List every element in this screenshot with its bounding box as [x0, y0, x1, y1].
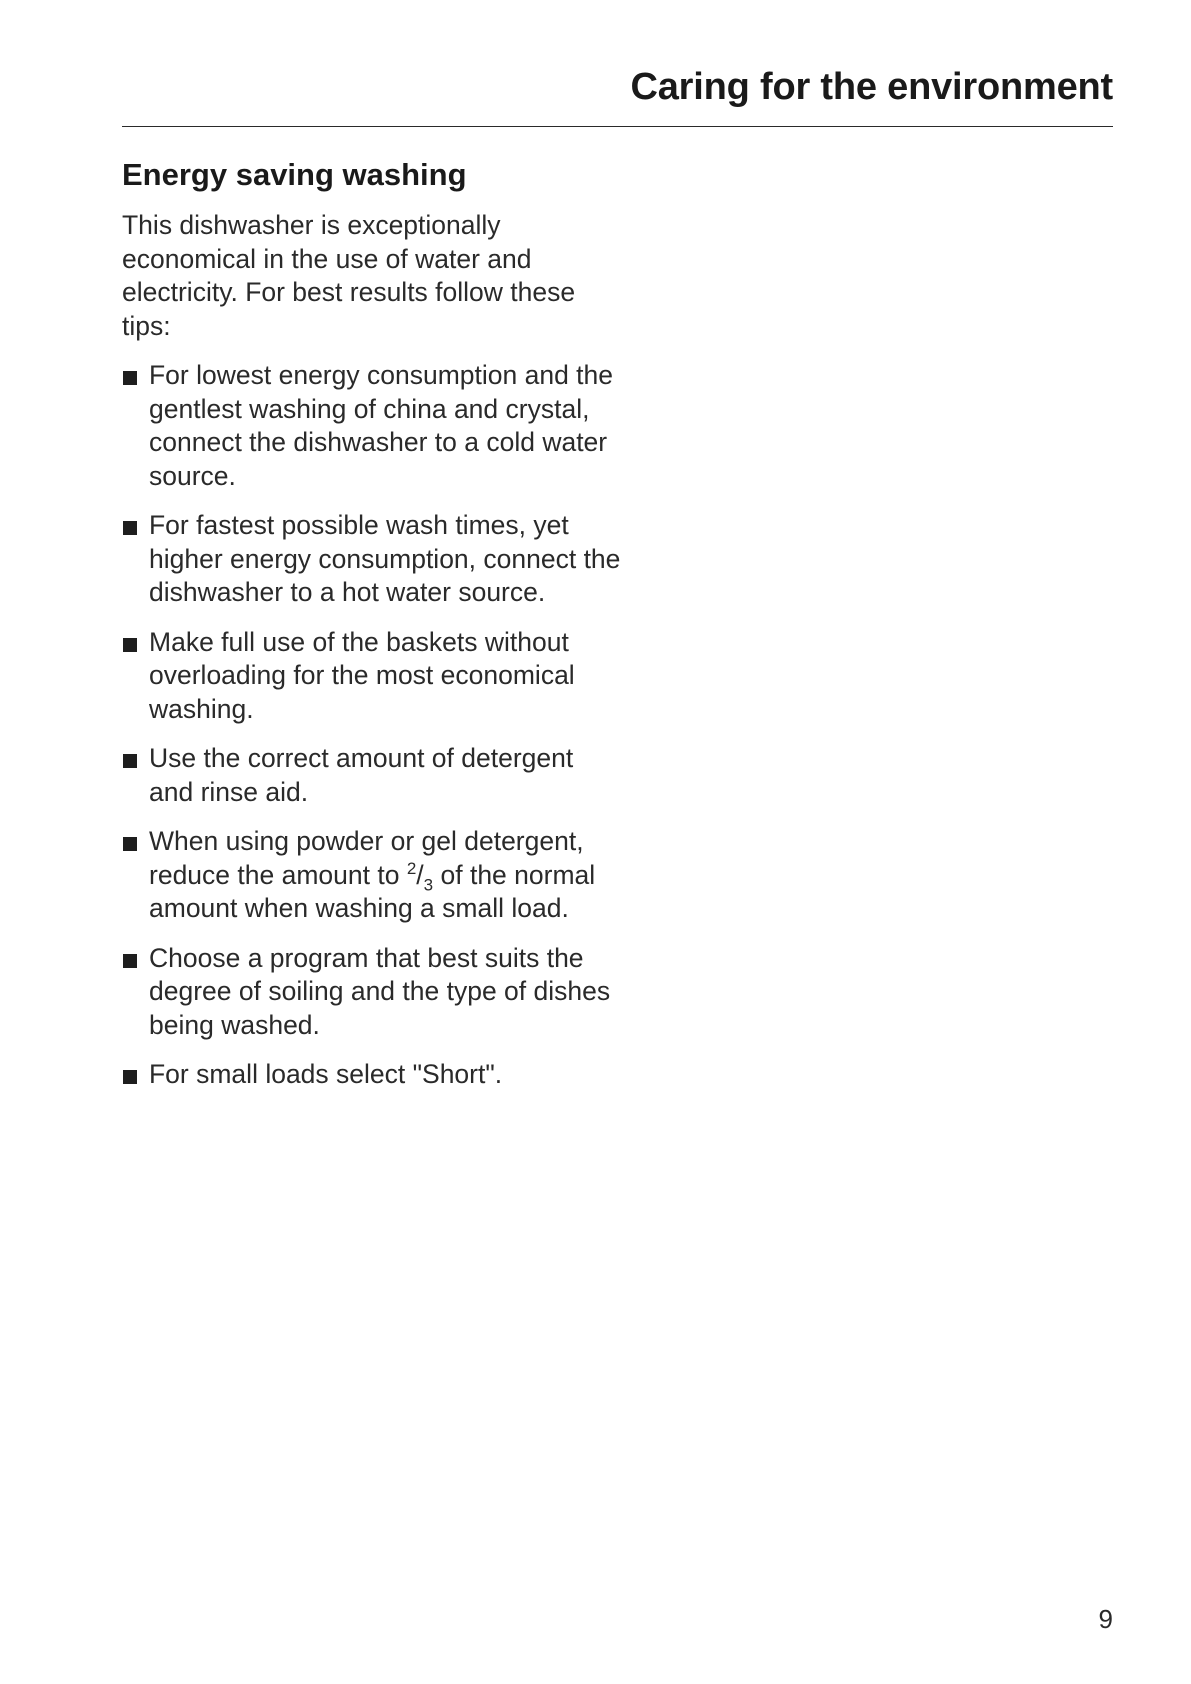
list-item [122, 359, 622, 493]
square-bullet-icon [123, 954, 137, 968]
fraction-denominator: 3 [423, 874, 434, 894]
tip-text: For fastest possible wash times, yet higher energy consumption, connect the dishwasher to a hot water source. [149, 510, 621, 607]
section-heading: Energy saving washing [122, 157, 467, 192]
square-bullet-icon [123, 837, 137, 851]
list-item [122, 1058, 622, 1092]
tip-text-before: When using powder or gel detergent, reduce the amount to [149, 826, 584, 890]
list-item [122, 509, 622, 610]
page-title: Caring for the environment [630, 66, 1113, 108]
tip-text [149, 826, 595, 923]
tip-text: Make full use of the baskets without overloading for the most economical washing. [149, 626, 575, 724]
tip-text: For small loads select "Short". [149, 1059, 503, 1089]
tip-text: Choose a program that best suits the degree of soiling and the type of dishes being washed. [149, 942, 611, 1040]
tips-list [122, 359, 622, 1092]
square-bullet-icon [123, 754, 137, 768]
tip-text: For lowest energy consumption and the gentlest washing of china and crystal, connect the dishwasher to a cold water source. [149, 360, 614, 491]
page-header [122, 60, 1113, 127]
square-bullet-icon [123, 638, 137, 652]
list-item [122, 742, 622, 809]
page-number: 9 [1098, 1604, 1113, 1634]
square-bullet-icon [123, 1070, 137, 1084]
tip-text-after: of the normal amount when washing a small load. [149, 859, 596, 923]
fraction-slash: / [416, 859, 424, 890]
intro-paragraph: This dishwasher is exceptionally economical in the use of water and electricity. For best results follow these tips: [122, 210, 576, 341]
list-item [122, 942, 622, 1043]
tip-text: Use the correct amount of detergent and rinse aid. [149, 743, 574, 807]
main-content [122, 155, 622, 1108]
square-bullet-icon [123, 521, 137, 535]
list-item [122, 626, 622, 727]
list-item [122, 825, 622, 926]
square-bullet-icon [123, 371, 137, 385]
fraction-numerator: 2 [406, 858, 417, 878]
